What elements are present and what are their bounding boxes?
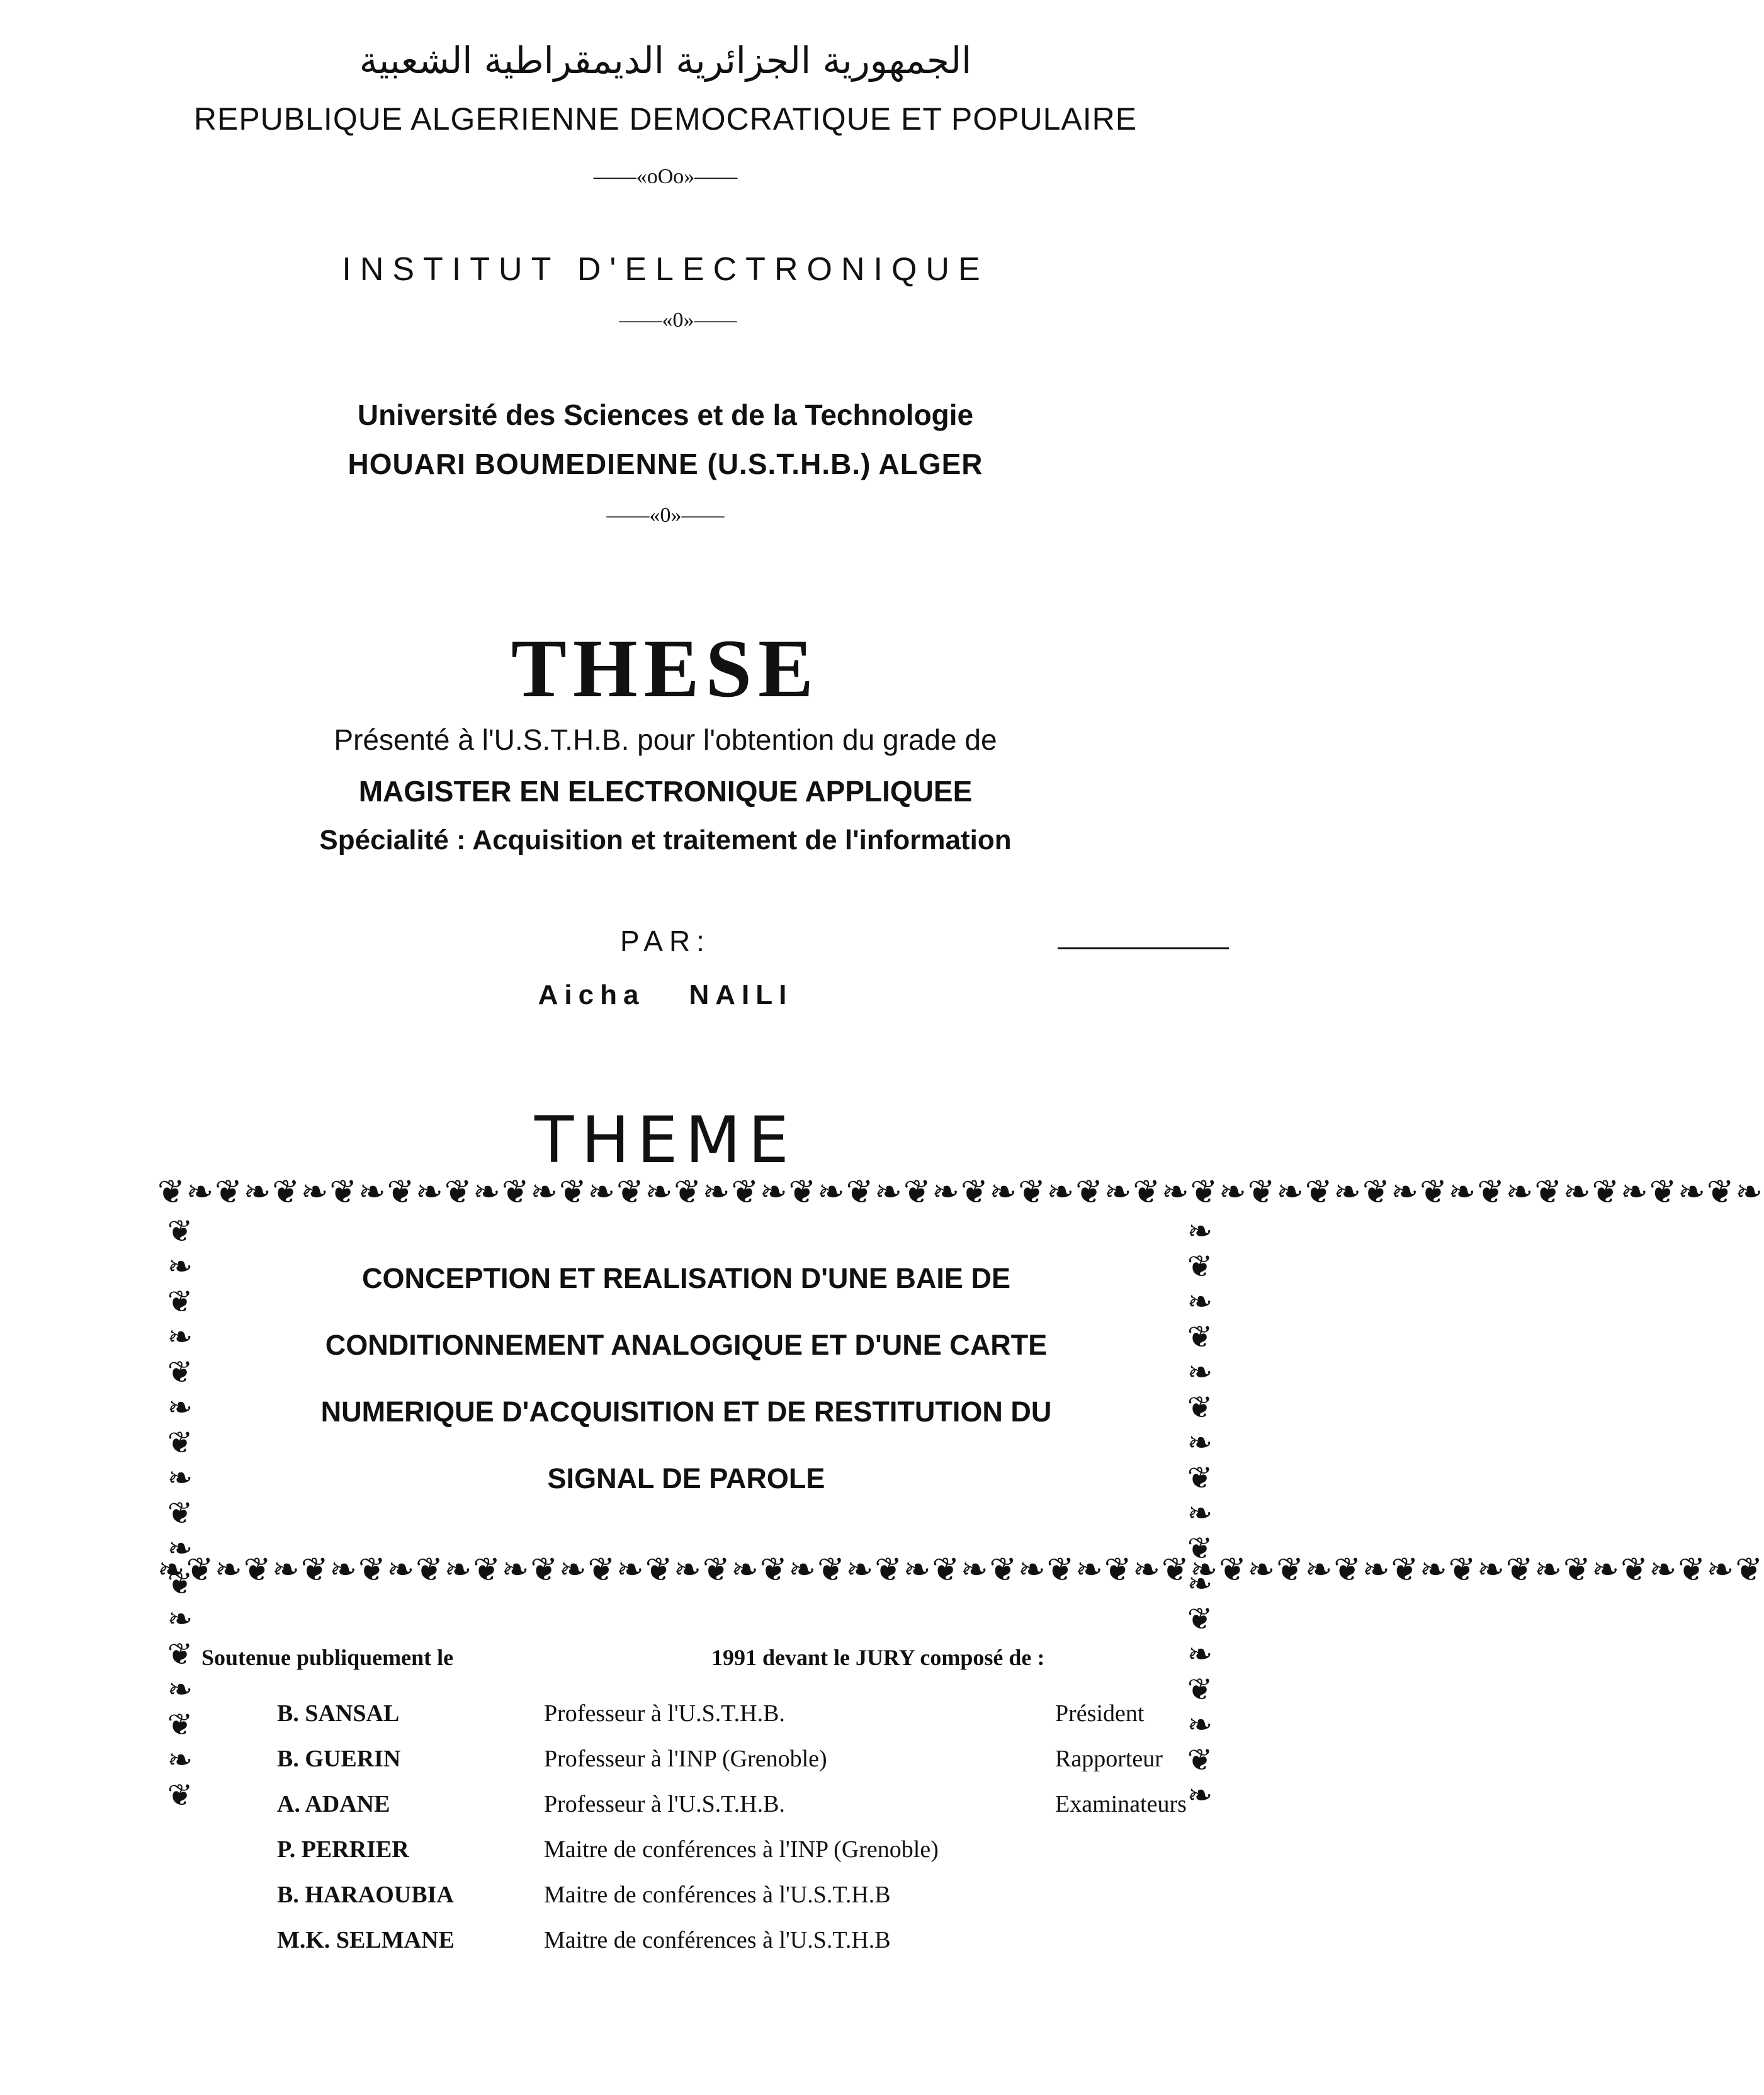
jury-member-title: Maitre de conférences à l'INP (Grenoble) <box>544 1836 939 1863</box>
defense-statement: Soutenue publiquement le <box>201 1645 454 1670</box>
republic-title: REPUBLIQUE ALGERIENNE DEMOCRATIQUE ET POPULAIRE <box>193 101 1138 137</box>
jury-row <box>0 1790 1331 1836</box>
subject-line: CONDITIONNEMENT ANALOGIQUE ET D'UNE CARTE <box>325 1329 1048 1361</box>
jury-member-role: Examinateurs <box>1055 1791 1187 1817</box>
presented-line: Présenté à l'U.S.T.H.B. pour l'obtention du grade de <box>334 723 997 756</box>
subject-line: CONCEPTION ET REALISATION D'UNE BAIE DE <box>362 1262 1010 1294</box>
jury-member-title: Professeur à l'U.S.T.H.B. <box>544 1700 785 1727</box>
author-name <box>0 980 1331 1011</box>
ornament-border-left: ❦❧❦❧❦❧❦❧❦❧❦❧❦❧❦❧❦ <box>162 1214 198 1813</box>
author-first-name: Aicha <box>538 980 645 1010</box>
arabic-country-name: الجمهورية الجزائرية الديمقراطية الشعبية <box>359 39 972 82</box>
jury-member-title: Maitre de conférences à l'U.S.T.H.B <box>544 1927 891 1953</box>
degree-line: MAGISTER EN ELECTRONIQUE APPLIQUEE <box>358 775 973 808</box>
jury-member-role: Rapporteur <box>1055 1746 1163 1772</box>
jury-row <box>0 1881 1331 1926</box>
jury-member-title: Professeur à l'U.S.T.H.B. <box>544 1791 785 1817</box>
jury-member-title: Maitre de conférences à l'U.S.T.H.B <box>544 1882 891 1908</box>
ornament-border-right: ❧❦❧❦❧❦❧❦❧❦❧❦❧❦❧❦❧ <box>1182 1214 1218 1813</box>
underline-rule <box>1058 947 1229 949</box>
ornament-border-top: ❦❧❦❧❦❧❦❧❦❧❦❧❦❧❦❧❦❧❦❧❦❧❦❧❦❧❦❧❦❧❦❧❦❧❦❧❦❧❦❧❦❧❦❧❦❧❦❧❦❧❦❧❦❧❦❧ <box>157 1173 1764 1211</box>
jury-row <box>0 1926 1331 1972</box>
jury-member-name: B. SANSAL <box>277 1700 400 1727</box>
by-label: PAR: <box>620 925 711 957</box>
jury-row <box>0 1700 1331 1745</box>
jury-row <box>0 1745 1331 1790</box>
jury-member-name: B. GUERIN <box>277 1746 401 1772</box>
jury-member-name: M.K. SELMANE <box>277 1927 455 1953</box>
institute-name: INSTITUT D'ELECTRONIQUE <box>342 251 989 288</box>
defense-jury-intro: 1991 devant le JURY composé de : <box>711 1645 1045 1670</box>
subject-line: NUMERIQUE D'ACQUISITION ET DE RESTITUTION DU <box>320 1396 1052 1428</box>
university-subtitle: HOUARI BOUMEDIENNE (U.S.T.H.B.) ALGER <box>348 448 983 480</box>
ornament-border-bottom: ❧❦❧❦❧❦❧❦❧❦❧❦❧❦❧❦❧❦❧❦❧❦❧❦❧❦❧❦❧❦❧❦❧❦❧❦❧❦❧❦❧❦❧❦❧❦❧❦❧❦❧❦❧❦❧❦ <box>157 1551 1764 1589</box>
separator: ——«0»—— <box>606 504 725 527</box>
thesis-title: THESE <box>511 622 820 714</box>
jury-list <box>0 1700 1331 1972</box>
jury-member-role: Président <box>1055 1700 1145 1727</box>
separator: ——«0»—— <box>619 308 737 332</box>
jury-member-name: B. HARAOUBIA <box>277 1882 454 1908</box>
specialty-line: Spécialité : Acquisition et traitement de l'information <box>319 825 1012 856</box>
separator: ——«oOo»—— <box>593 165 738 188</box>
jury-member-name: P. PERRIER <box>277 1836 409 1863</box>
jury-row <box>0 1836 1331 1881</box>
jury-member-name: A. ADANE <box>277 1791 390 1817</box>
author-last-name: NAILI <box>689 980 793 1010</box>
theme-label: THEME <box>534 1103 796 1178</box>
thesis-subject <box>195 1245 1177 1512</box>
jury-member-title: Professeur à l'INP (Grenoble) <box>544 1746 827 1772</box>
university-name: Université des Sciences et de la Technologie <box>357 398 974 431</box>
subject-line: SIGNAL DE PAROLE <box>547 1462 825 1494</box>
